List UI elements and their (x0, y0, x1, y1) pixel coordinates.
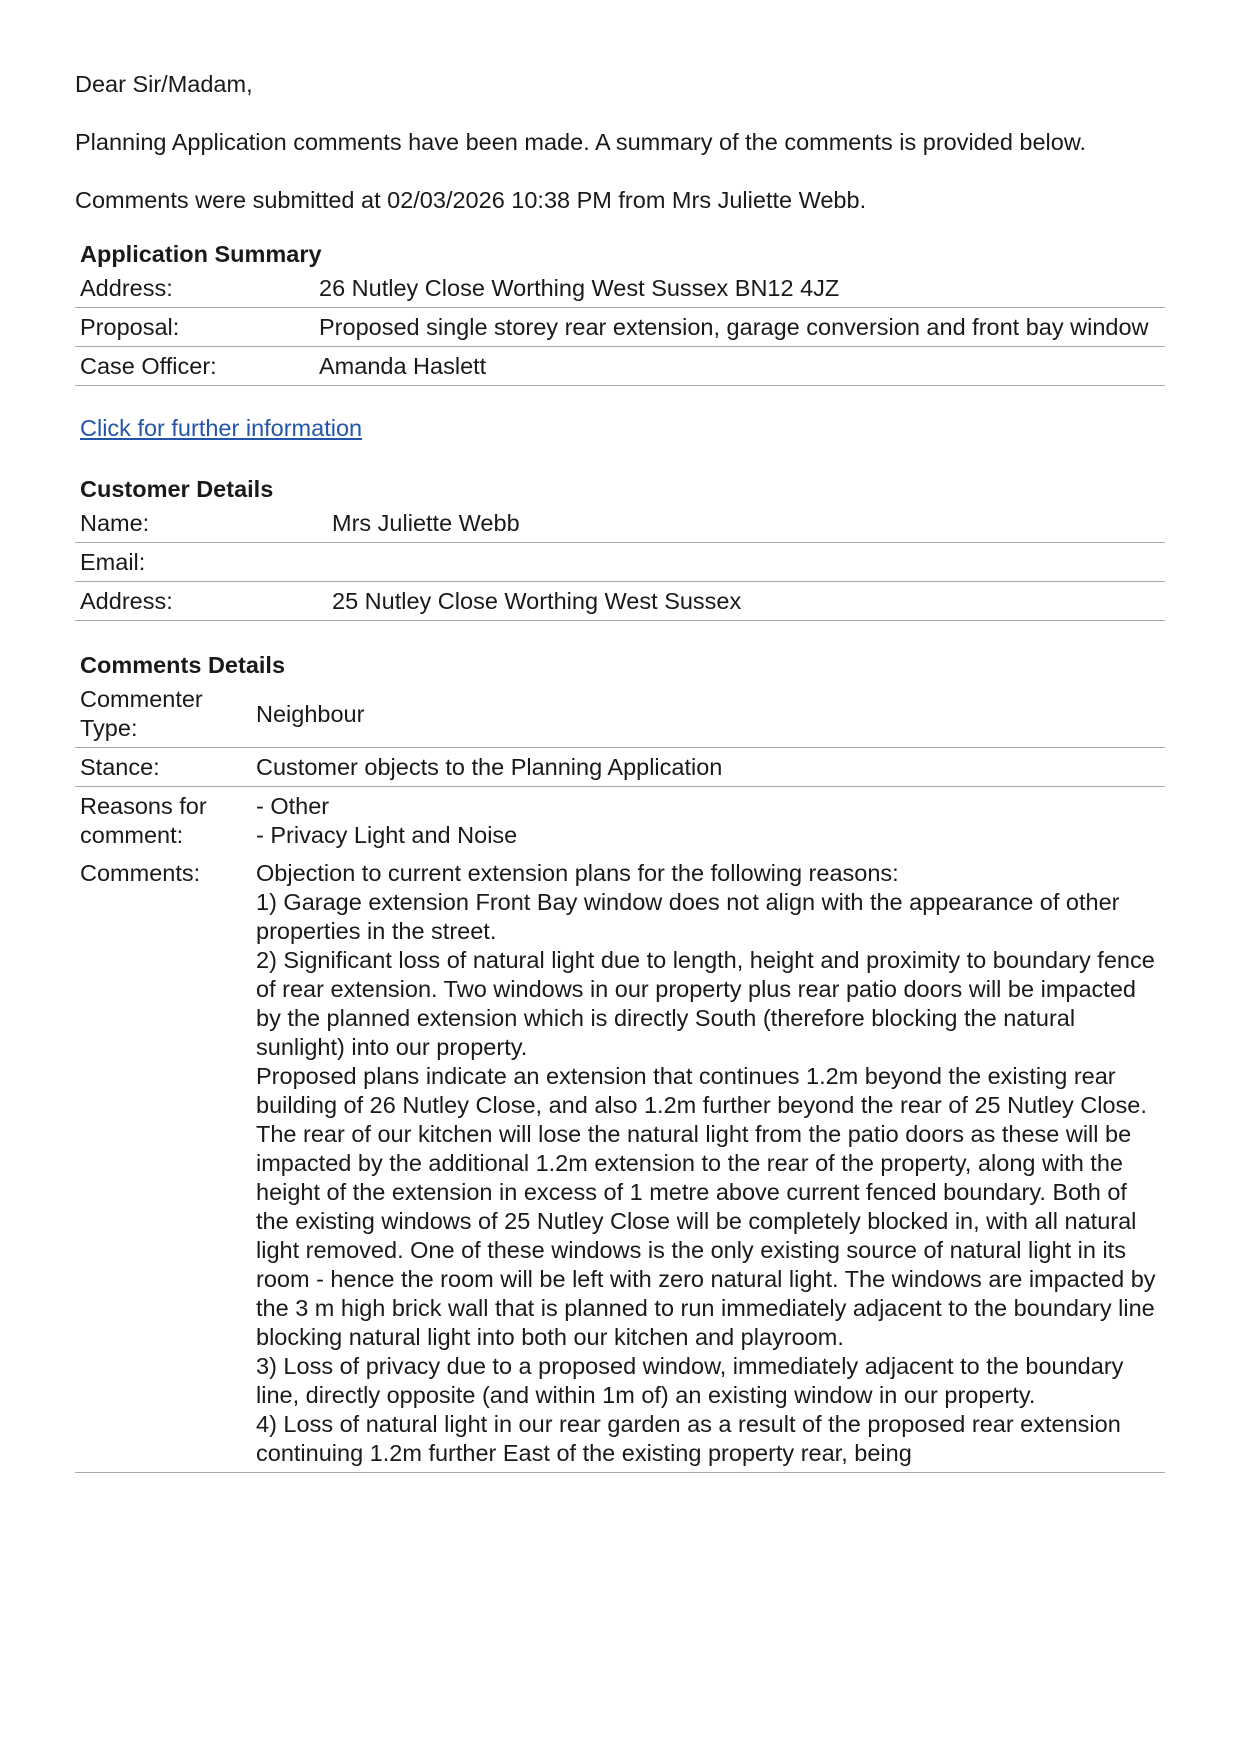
row-label: Comments: (80, 860, 201, 886)
table-row (75, 543, 1165, 582)
table-row (75, 787, 1165, 855)
reason-item: - Privacy Light and Noise (256, 822, 518, 848)
row-label: Proposal: (80, 314, 180, 340)
row-label: Commenter Type: (80, 686, 203, 741)
row-label: Reasons for comment: (80, 793, 207, 848)
customer-details-heading: Customer Details (80, 476, 274, 502)
row-value: Mrs Juliette Webb (332, 510, 520, 536)
customer-details-table (75, 504, 1165, 621)
row-label: Name: (80, 510, 150, 536)
table-row (75, 308, 1165, 347)
table-row (75, 680, 1165, 748)
row-value (327, 543, 1165, 582)
greeting: Dear Sir/Madam, (75, 71, 253, 97)
row-label: Address: (80, 275, 173, 301)
comments-value: Objection to current extension plans for the following reasons: 1) Garage extension Front Bay window does not align with the appearance of other properties in the street. 2) Significant loss of natural light due to length, height and proximity to boundary fence of rear extension. Two windows in our property plus rear patio doors will be impacted by the planned extension which is directly South (therefore blocking the natural sunlight) into our property. Proposed plans indicate an extension that continues 1.2m beyond the existing rear building of 26 Nutley Close, and also 1.2m further beyond the rear of 25 Nutley Close. The rear of our kitchen will lose the natural light from the patio doors as these will be impacted by the additional 1.2m extension to the rear of the property, along with the height of the extension in excess of 1 metre above current fenced boundary. Both of the existing windows of 25 Nutley Close will be completely blocked in, with all natural light removed. One of these windows is the only existing source of natural light in its room - hence the room will be left with zero natural light. The windows are impacted by the 3 m high brick wall that is planned to run immediately adjacent to the boundary line blocking natural light into both our kitchen and playroom. 3) Loss of privacy due to a proposed window, immediately adjacent to the boundary line, directly opposite (and within 1m of) an existing window in our property. 4) Loss of natural light in our rear garden as a result of the proposed rear extension continuing 1.2m further East of the existing property rear, being (256, 860, 1156, 1466)
row-value: Proposed single storey rear extension, garage conversion and front bay window (319, 314, 1149, 340)
application-summary-table (75, 269, 1165, 386)
row-value: 25 Nutley Close Worthing West Sussex (332, 588, 742, 614)
submitted-text: Comments were submitted at 02/03/2026 10:38 PM from Mrs Juliette Webb. (75, 187, 867, 213)
table-row (75, 854, 1165, 1473)
comments-details-heading: Comments Details (80, 652, 286, 678)
further-information-link[interactable]: Click for further information (80, 415, 363, 441)
row-value: 26 Nutley Close Worthing West Sussex BN12 4JZ (319, 275, 840, 301)
table-row (75, 269, 1165, 308)
stance-value: Customer objects to the Planning Application (256, 754, 723, 780)
table-row (75, 504, 1165, 543)
row-label: Case Officer: (80, 353, 217, 379)
row-label: Address: (80, 588, 173, 614)
table-row (75, 347, 1165, 386)
application-summary-heading: Application Summary (80, 241, 322, 267)
table-row (75, 582, 1165, 621)
intro-text: Planning Application comments have been made. A summary of the comments is provided below. (75, 129, 1087, 155)
table-row (75, 748, 1165, 787)
row-label: Stance: (80, 754, 160, 780)
row-value: Amanda Haslett (319, 353, 487, 379)
reason-item: - Other (256, 793, 330, 819)
comments-details-table (75, 680, 1165, 1473)
row-label: Email: (80, 549, 146, 575)
commenter-type-value: Neighbour (256, 700, 365, 727)
reasons-value (251, 787, 1165, 855)
